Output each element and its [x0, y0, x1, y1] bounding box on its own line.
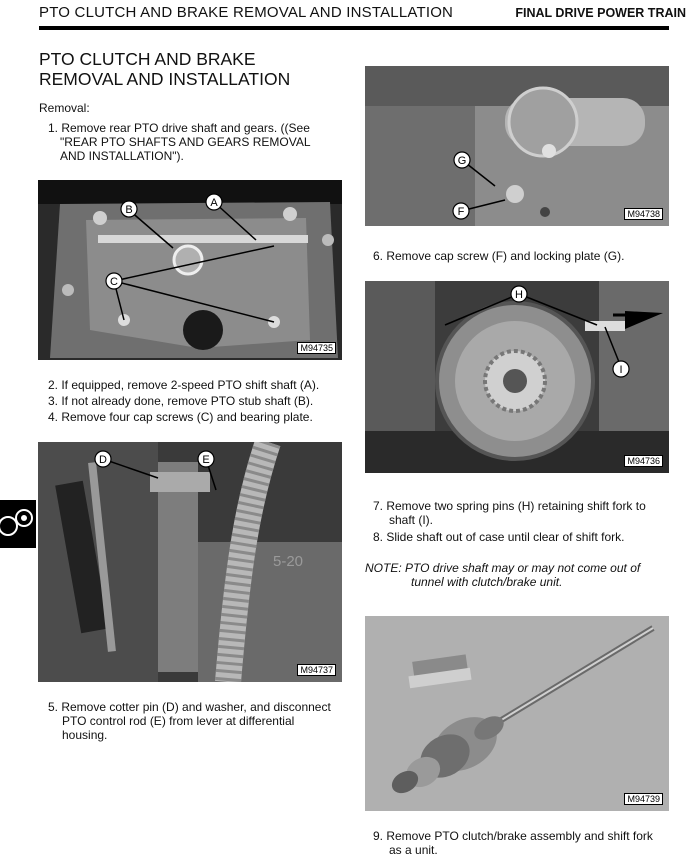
final-drive-gear-icon	[0, 500, 36, 548]
running-header-title: PTO CLUTCH AND BRAKE REMOVAL AND INSTALLATION	[39, 4, 454, 21]
page-title-line1: PTO CLUTCH AND BRAKE	[39, 49, 256, 69]
note: NOTE: PTO drive shaft may or may not come out of tunnel with clutch/brake unit.	[365, 561, 641, 589]
step-8: 8. Slide shaft out of case until clear of shift fork.	[373, 530, 625, 544]
step-2: 2. If equipped, remove 2-speed PTO shift shaft (A).	[48, 378, 320, 392]
figure-m94739	[365, 616, 669, 811]
figure-m94737	[38, 442, 342, 682]
figure-code-m94735: M94735	[297, 342, 336, 354]
page-title-line2: REMOVAL AND INSTALLATION	[39, 69, 291, 89]
callout-f-label: F	[457, 206, 465, 218]
step-6: 6. Remove cap screw (F) and locking plate (G).	[373, 249, 625, 263]
figure-m94736-illustration	[365, 281, 669, 473]
section-tab	[0, 500, 36, 548]
figure-code-m94738: M94738	[624, 208, 663, 220]
header-rule	[39, 26, 669, 30]
figure-m94739-illustration	[365, 616, 669, 811]
figure-code-m94739: M94739	[624, 793, 663, 805]
page-title	[39, 49, 339, 89]
figure-m94738	[365, 66, 669, 226]
removal-label: Removal:	[39, 101, 90, 115]
callout-d-label: D	[99, 454, 107, 466]
step-1: 1. Remove rear PTO drive shaft and gears. ((See "REAR PTO SHAFTS AND GEARS REMOVAL AND INSTALLATION").	[48, 121, 311, 163]
callout-a-label: A	[210, 197, 218, 209]
callout-c-label: C	[110, 276, 118, 288]
figure-code-m94736: M94736	[624, 455, 663, 467]
step-3: 3. If not already done, remove PTO stub shaft (B).	[48, 394, 314, 408]
callout-i-label: I	[619, 364, 623, 376]
callout-b-label: B	[125, 204, 133, 216]
step-9: 9. Remove PTO clutch/brake assembly and shift fork as a unit.	[373, 829, 653, 857]
figure-m94735	[38, 180, 342, 360]
callout-g-label: G	[457, 155, 467, 167]
casting-number: 5-20	[272, 553, 304, 570]
callout-h-label: H	[515, 289, 523, 301]
figure-m94736	[365, 281, 669, 473]
step-5: 5. Remove cotter pin (D) and washer, and disconnect PTO control rod (E) from lever at differential housing.	[48, 700, 331, 742]
figure-m94737-illustration	[38, 442, 342, 682]
figure-code-m94737: M94737	[297, 664, 336, 676]
step-7: 7. Remove two spring pins (H) retaining shift fork to shaft (I).	[373, 499, 646, 527]
step-4: 4. Remove four cap screws (C) and bearing plate.	[48, 410, 313, 424]
callout-e-label: E	[202, 454, 210, 466]
figure-m94738-illustration	[365, 66, 669, 226]
running-header-chapter: FINAL DRIVE POWER TRAIN	[515, 6, 686, 20]
figure-m94735-illustration	[38, 180, 342, 360]
